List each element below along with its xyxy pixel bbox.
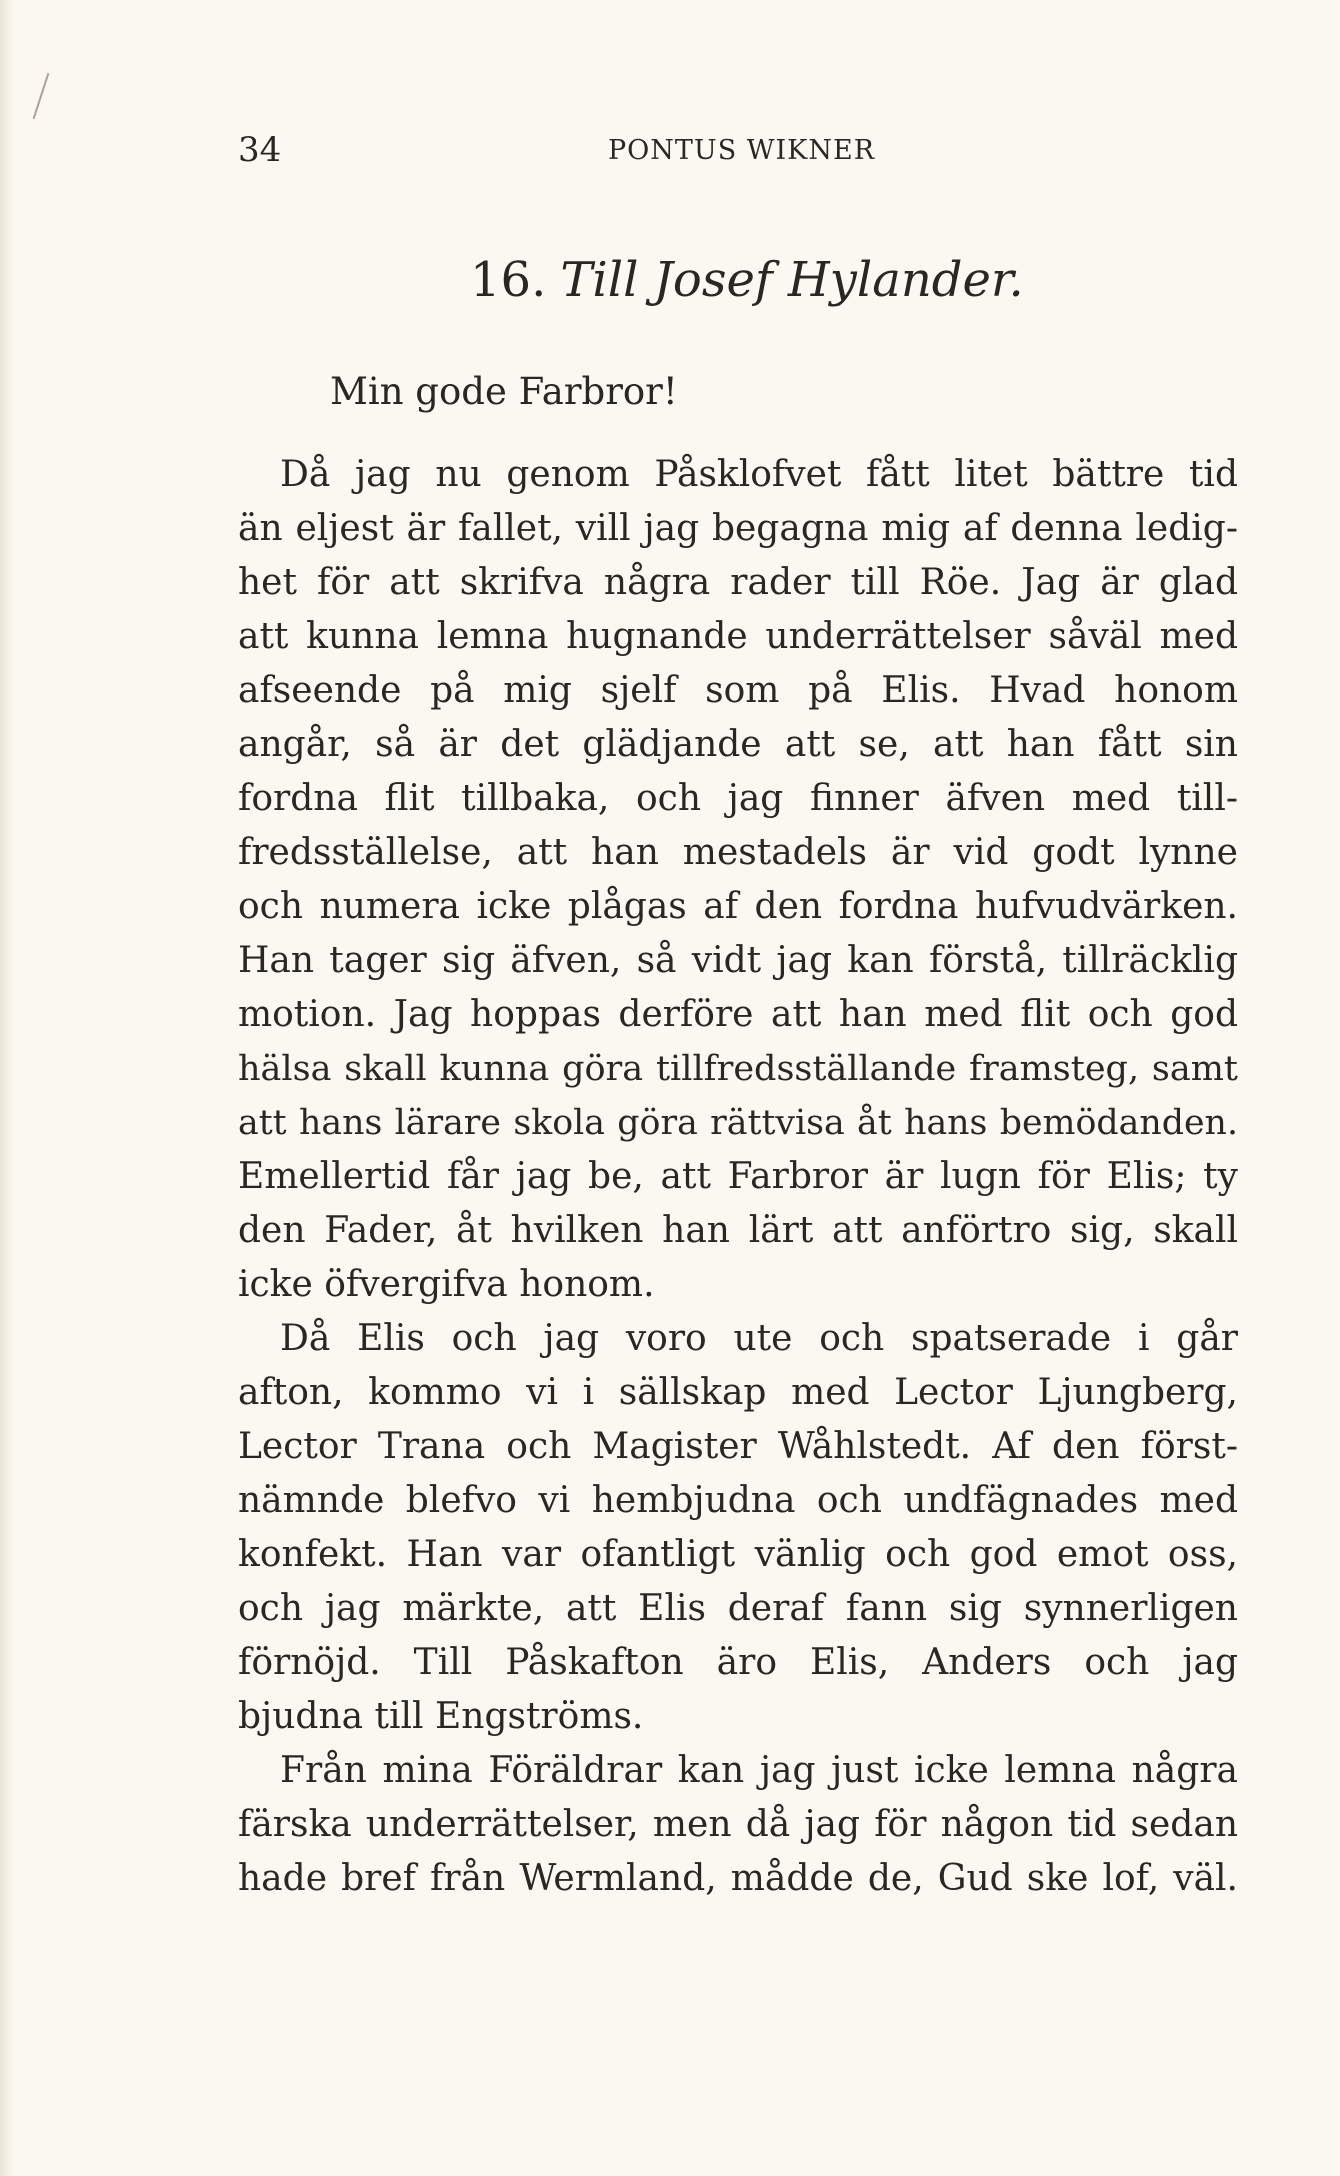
text-line: än eljest är fallet, vill jag begagna mig af denna ledig-	[238, 508, 1238, 549]
text-line: icke öfvergifva honom.	[238, 1264, 655, 1305]
text-line: fredsställelse, att han mestadels är vid godt lynne	[238, 832, 1238, 873]
text-line: Från mina Föräldrar kan jag just icke lemna några	[280, 1750, 1238, 1791]
page-edge-shadow	[0, 0, 14, 2176]
text-line: Då Elis och jag voro ute och spatserade i går	[280, 1318, 1238, 1359]
text-line: het för att skrifva några rader till Röe. Jag är glad	[238, 562, 1238, 603]
page-number: 34	[238, 130, 282, 170]
text-line: nämnde blefvo vi hembjudna och undfägnades med	[238, 1480, 1238, 1521]
text-line: förnöjd. Till Påskafton äro Elis, Anders och jag	[238, 1642, 1238, 1683]
text-line: bjudna till Engströms.	[238, 1696, 644, 1737]
pencil-mark	[33, 73, 50, 119]
text-line: Han tager sig äfven, så vidt jag kan förstå, tillräcklig	[238, 940, 1238, 981]
text-line: Emellertid får jag be, att Farbror är lugn för Elis; ty	[238, 1156, 1238, 1197]
text-line: den Fader, åt hvilken han lärt att anförtro sig, skall	[238, 1210, 1238, 1251]
text-line: fordna flit tillbaka, och jag finner äfven med till-	[238, 778, 1238, 819]
salutation: Min gode Farbror!	[330, 370, 678, 413]
letter-body	[238, 448, 1238, 1906]
letter-heading	[470, 250, 1024, 310]
text-line: och numera icke plågas af den fordna hufvudvärken.	[238, 886, 1238, 927]
text-line: konfekt. Han var ofantligt vänlig och god emot oss,	[238, 1534, 1238, 1575]
text-line: motion. Jag hoppas derföre att han med flit och god	[238, 994, 1238, 1035]
text-line: angår, så är det glädjande att se, att han fått sin	[238, 724, 1238, 765]
text-line: och jag märkte, att Elis deraf fann sig synnerligen	[238, 1588, 1238, 1629]
text-line: hade bref från Wermland, mådde de, Gud ske lof, väl.	[238, 1858, 1238, 1899]
text-line: Lector Trana och Magister Wåhlstedt. Af den först-	[238, 1426, 1238, 1467]
running-title: PONTUS WIKNER	[608, 135, 876, 166]
text-line: afton, kommo vi i sällskap med Lector Ljungberg,	[238, 1372, 1238, 1413]
letter-recipient: Till Josef Hylander.	[560, 252, 1024, 308]
text-line: Då jag nu genom Påsklofvet fått litet bättre tid	[280, 454, 1238, 495]
running-head	[238, 130, 1238, 170]
text-line: afseende på mig sjelf som på Elis. Hvad honom	[238, 670, 1238, 711]
text-line: färska underrättelser, men då jag för någon tid sedan	[238, 1804, 1238, 1845]
text-line: att kunna lemna hugnande underrättelser såväl med	[238, 616, 1238, 657]
letter-number: 16.	[470, 252, 547, 308]
text-line: att hans lärare skola göra rättvisa åt hans bemödanden.	[238, 1103, 1238, 1143]
text-line: hälsa skall kunna göra tillfredsställande framsteg, samt	[238, 1049, 1238, 1089]
